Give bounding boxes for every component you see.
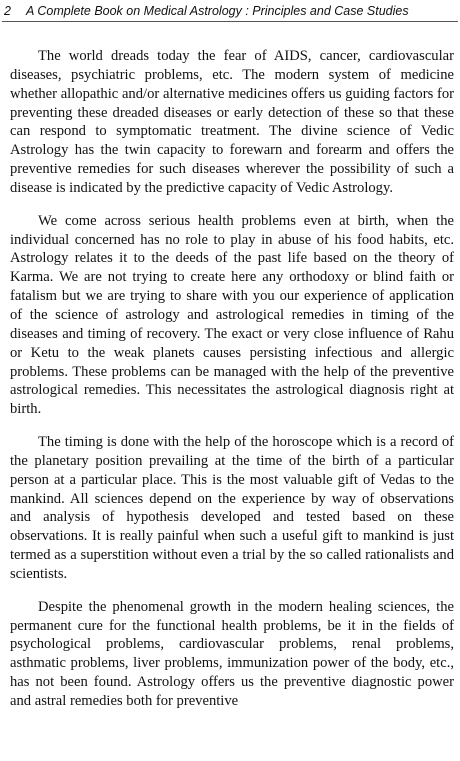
page-number: 2 (4, 4, 11, 18)
paragraph-1: The world dreads today the fear of AIDS, cancer, cardiovascular diseases, psychiatric problems, etc. The modern system of medicine whether allopathic and/or alternative medicines offers us guiding factors for preventing these dreaded diseases or early detection of these so that these can respond to symptomatic treatment. The divine science of Vedic Astrology has the twin capacity to forewarn and forearm and offers the preventive remedies for such diseases wherever the possibility of such a disease is indicated by the predictive capacity of Vedic Astrology. (10, 48, 454, 196)
header-rule (2, 21, 458, 22)
paragraph-4: Despite the phenomenal growth in the modern healing sciences, the permanent cure for the functional health problems, be it in the fields of psychological problems, cardiovascular problems, renal problems, asthmatic problems, liver problems, immunization power of the body, etc., has not been found. Astrology offers us the preventive diagnostic power and astral remedies both for preventive (10, 598, 454, 709)
running-header (4, 3, 454, 19)
paragraph-3: The timing is done with the help of the horoscope which is a record of the planetary position prevailing at the time of the birth of a particular person at a particular place. This is the most valuable gift of Vedas to the mankind. All sciences depend on the experience by way of observations and analysis of hypothesis developed and tested based on these observations. It is really painful when such a useful gift to mankind is just termed as a superstition without even a trial by the so called rationalists and scientists. (10, 434, 454, 582)
body-text (10, 47, 454, 725)
paragraph-2: We come across serious health problems even at birth, when the individual concerned has no role to play in abuse of his food habits, etc. Astrology relates it to the deeds of the past life based on the theory of Karma. We are not trying to create here any orthodoxy or blind faith or fatalism but we are trying to share with you our experience of application of the science of astrology and astrological remedies in timing of the diseases and timing of recovery. The exact or very close influence of Rahu or Ketu to the weak planets causes persisting infectious and allergic problems. These problems can be managed with the help of the preventive astrological remedies. This necessitates the astrological diagnosis right at birth. (10, 212, 454, 418)
running-title: A Complete Book on Medical Astrology : Principles and Case Studies (26, 4, 409, 18)
